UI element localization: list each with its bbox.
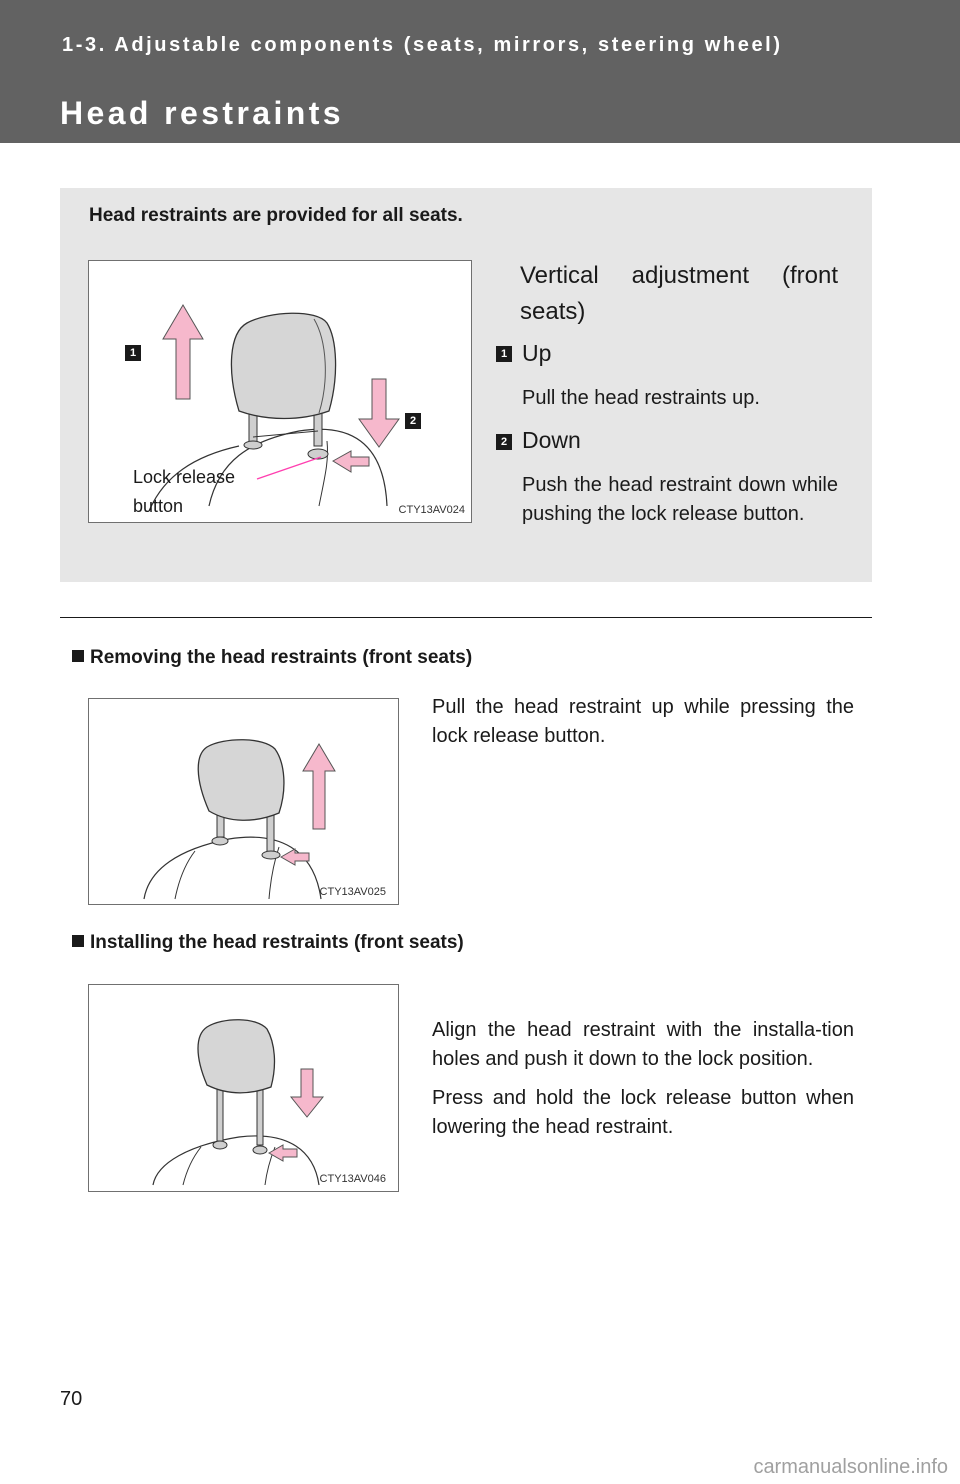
- divider: [60, 617, 872, 618]
- head-restraint-remove-illustration: [89, 699, 398, 904]
- intro-lead: Head restraints are provided for all seats.: [89, 205, 463, 226]
- page-title: Head restraints: [60, 95, 344, 131]
- step-text-up: Pull the head restraints up.: [522, 387, 760, 409]
- step-label-up: Up: [522, 340, 552, 366]
- subheading-vertical-adjustment: Vertical adjustment (front seats): [520, 262, 838, 325]
- callout-lock-release-line1: Lock release: [133, 467, 236, 487]
- callout-lock-release-line2: button: [133, 496, 184, 516]
- step-text-down: Push the head restraint down while pushing the lock release button.: [522, 474, 838, 525]
- step-marker-2: 2: [496, 434, 512, 450]
- topic-installing: [72, 932, 464, 954]
- figure-step-marker-2: 2: [405, 413, 421, 429]
- installing-text-1: Align the head restraint with the installa-tion holes and push it down to the lock position.: [432, 1019, 854, 1070]
- step-label-down: Down: [522, 427, 581, 453]
- figure-step-marker-1: 1: [125, 345, 141, 361]
- topic-installing-label: Installing the head restraints (front seats): [90, 932, 464, 953]
- installing-text-2: Press and hold the lock release button when lowering the head restraint.: [432, 1087, 854, 1138]
- page-number: 70: [60, 1388, 83, 1410]
- page-header: [0, 0, 960, 143]
- watermark: carmanualsonline.info: [753, 1456, 948, 1478]
- step-marker-1: 1: [496, 346, 512, 362]
- figure-code: CTY13AV046: [319, 1173, 386, 1185]
- topic-removing: [72, 647, 472, 669]
- figure-installing: [88, 984, 399, 1192]
- removing-text: Pull the head restraint up while pressing the lock release button.: [432, 696, 854, 747]
- figure-code: CTY13AV024: [398, 504, 465, 516]
- topic-removing-label: Removing the head restraints (front seats): [90, 647, 473, 668]
- figure-vertical-adjustment: [88, 260, 472, 523]
- figure-removing: [88, 698, 399, 905]
- figure-code: CTY13AV025: [319, 886, 386, 898]
- section-title: 1-3. Adjustable components (seats, mirrors, steering wheel): [62, 34, 783, 56]
- head-restraint-install-illustration: [89, 985, 398, 1191]
- square-bullet-icon: [72, 935, 84, 947]
- square-bullet-icon: [72, 650, 84, 662]
